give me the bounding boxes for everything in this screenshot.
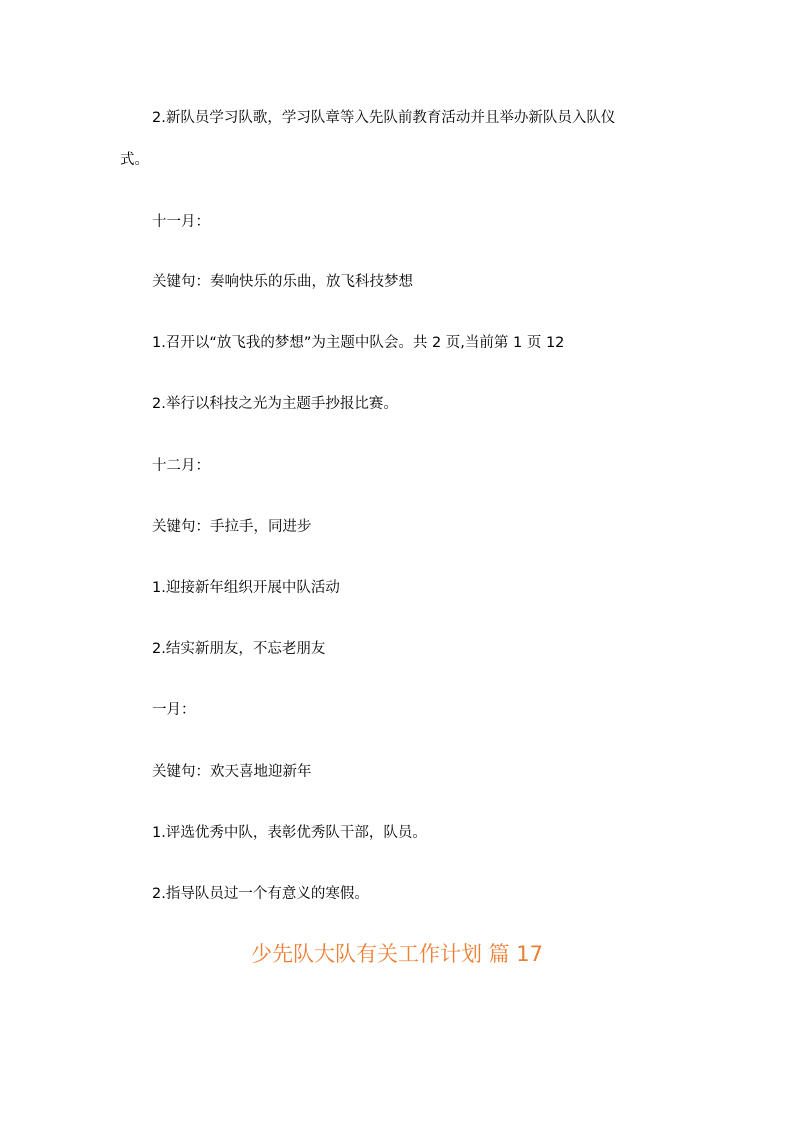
- list-item-november-1: 1.召开以“放飞我的梦想”为主题中队会。共 2 页,当前第 1 页 12: [152, 335, 565, 351]
- key-sentence-november: 关键句：奏响快乐的乐曲，放飞科技梦想: [152, 274, 413, 290]
- list-item-january-2: 2.指导队员过一个有意义的寒假。: [152, 886, 369, 902]
- paragraph-new-member-study: 2.新队员学习队歌，学习队章等入先队前教育活动并且举办新队员入队仪: [152, 110, 616, 126]
- month-heading-november: 十一月：: [152, 214, 210, 230]
- key-sentence-january: 关键句：欢天喜地迎新年: [152, 764, 312, 780]
- list-item-november-2: 2.举行以科技之光为主题手抄报比赛。: [152, 396, 398, 412]
- key-sentence-december: 关键句：手拉手，同进步: [152, 519, 312, 535]
- month-heading-january: 一月：: [152, 702, 196, 718]
- list-item-december-2: 2.结实新朋友，不忘老朋友: [152, 641, 326, 657]
- section-title: 少先队大队有关工作计划 篇 17: [250, 942, 544, 966]
- list-item-january-1: 1.评选优秀中队，表彰优秀队干部，队员。: [152, 825, 427, 841]
- month-heading-december: 十二月：: [152, 458, 210, 474]
- list-item-december-1: 1.迎接新年组织开展中队活动: [152, 580, 340, 596]
- paragraph-continuation: 式。: [120, 152, 149, 168]
